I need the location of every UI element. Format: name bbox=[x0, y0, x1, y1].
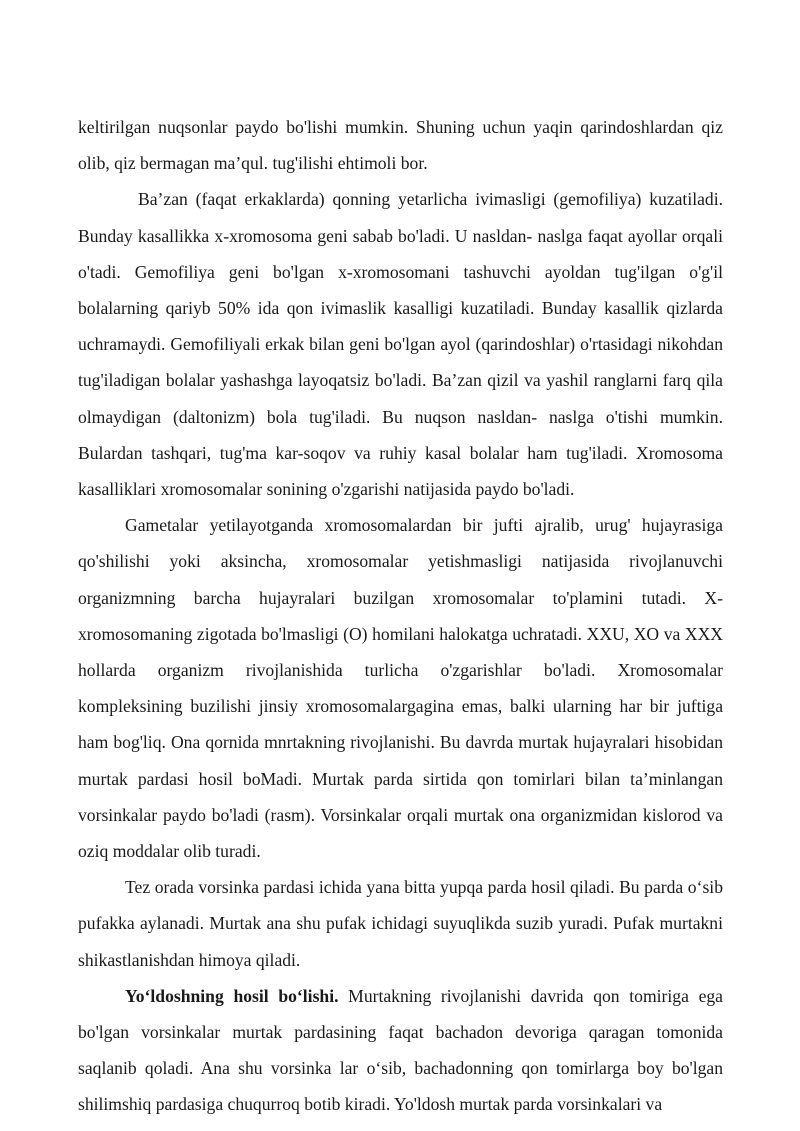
section-heading: Yo‘ldoshning hosil bo‘lishi. bbox=[125, 985, 339, 1006]
paragraph-placenta-body: Murtakning rivojlanishi davrida qon tomiriga ega bo'lgan vorsinkalar murtak pardasining faqat bachadon devoriga qaragan tomonida saqlanib qoladi. Ana shu vorsinka lar o‘sib, bachadonning qon tomirlarga boy bo'lgan shilimshiq pardasiga chuqurroq botib kiradi. Yo'ldosh murtak parda vorsinkalari va bbox=[78, 985, 723, 1115]
paragraph-placenta bbox=[78, 978, 723, 1123]
paragraph-gametes: Gametalar yetilayotganda xromosomalardan bir jufti ajralib, urug' hujayrasiga qo'shilishi yoki aksincha, xromosomalar yetishmasligi natijasida rivojlanuvchi organizmning barcha hujayralari buzilgan xromosomalar to'plamini tutadi. X-xromosomaning zigotada bo'lmasligi (O) homilani halokatga uchratadi. XXU, XO va XXX hollarda organizm rivojlanishida turlicha o'zgarishlar bo'ladi. Xromosomalar kompleksining buzilishi jinsiy xromosomalargagina emas, balki ularning har bir juftiga ham bog'liq. Ona qornida mnrtakning rivojlanishi. Bu davrda murtak hujayralari hisobidan murtak pardasi hosil boMadi. Murtak parda sirtida qon tomirlari bilan ta’minlangan vorsinkalar paydo bo'ladi (rasm). Vorsinkalar orqali murtak ona organizmidan kislorod va oziq moddalar olib turadi. bbox=[78, 515, 723, 862]
paragraph-vesicle: Tez orada vorsinka pardasi ichida yana bitta yupqa parda hosil qiladi. Bu parda o‘sib pufakka aylanadi. Murtak ana shu pufak ichidagi suyuqlikda suzib yuradi. Pufak murtakni shikastlanishdan himoya qiladi. bbox=[78, 877, 723, 970]
paragraph-continuation: keltirilgan nuqsonlar paydo bo'lishi mumkin. Shuning uchun yaqin qarindoshlardan qiz olib, qiz bermagan ma’qul. tug'ilishi ehtimoli bor. bbox=[78, 117, 723, 174]
document-page bbox=[78, 109, 723, 1123]
paragraph-hemophilia: Ba’zan (faqat erkaklarda) qonning yetarlicha ivimasligi (gemofiliya) kuzatiladi. Bunday kasallikka x-xromosoma geni sabab bo'ladi. U nasldan- naslga faqat ayollar orqali o'tadi. Gemofiliya geni bo'lgan x-xromosomani tashuvchi ayoldan tug'ilgan o'g'il bolalarning qariyb 50% ida qon ivimaslik kasalligi kuzatiladi. Bunday kasallik qizlarda uchramaydi. Gemofiliyali erkak bilan geni bo'lgan ayol (qarindoshlar) o'rtasidagi nikohdan tug'iladigan bolalar yashashga layoqatsiz bo'ladi. Ba’zan qizil va yashil ranglarni farq qila olmaydigan (daltonizm) bola tug'iladi. Bu nuqson nasldan- naslga o'tishi mumkin. Bulardan tashqari, tug'ma kar-soqov va ruhiy kasal bolalar ham tug'iladi. Xromosoma kasalliklari xromosomalar sonining o'zgarishi natijasida paydo bo'ladi. bbox=[78, 189, 723, 500]
